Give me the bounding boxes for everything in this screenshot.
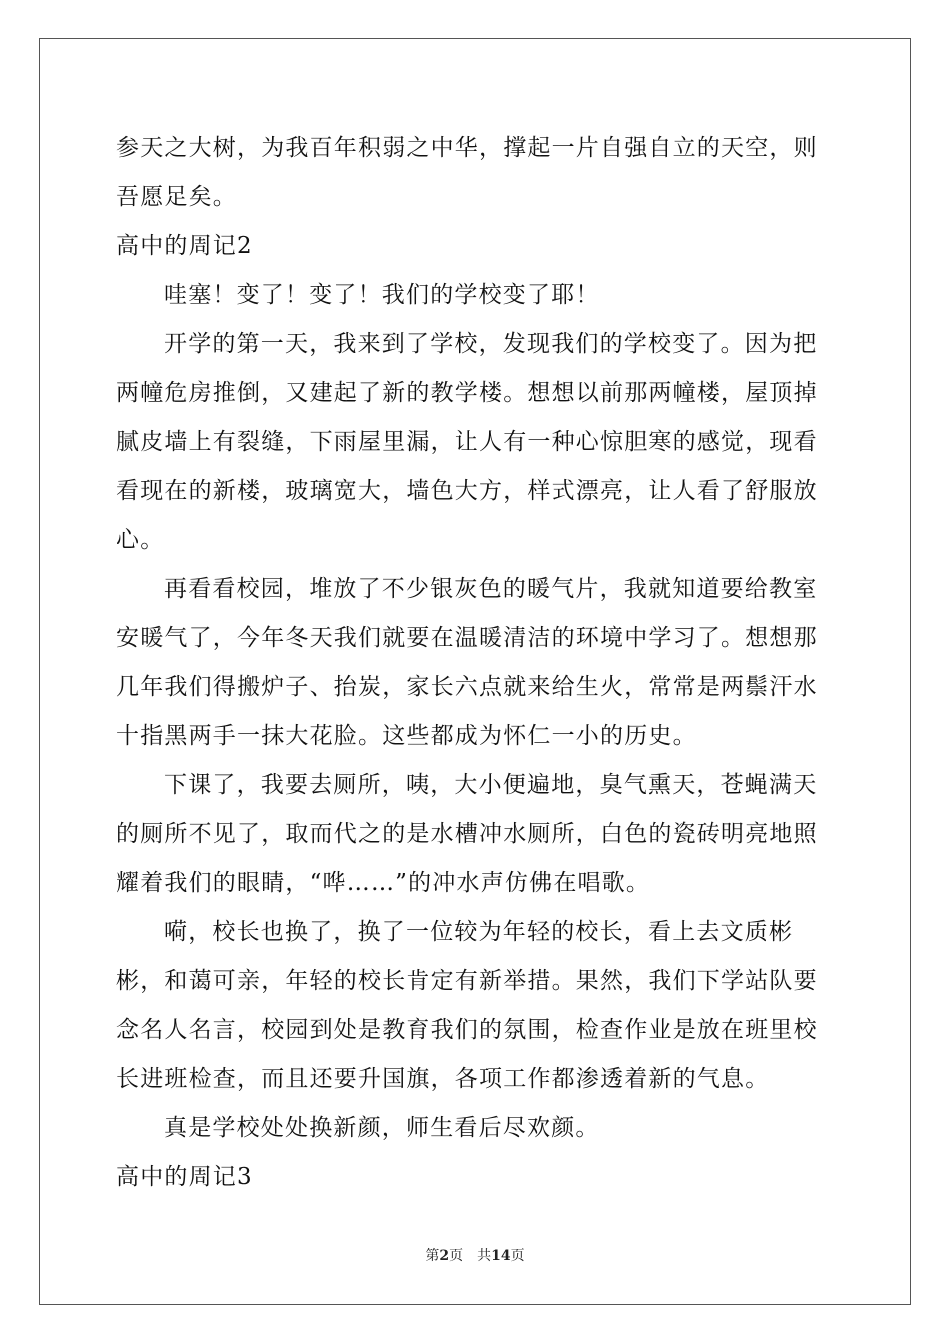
page-total-prefix: 共 — [477, 1248, 492, 1264]
section-heading-3: 高中的周记3 — [116, 1164, 253, 1190]
page-number-prefix: 第 — [425, 1248, 440, 1264]
document-body — [116, 124, 836, 1202]
page-footer — [0, 1245, 950, 1265]
paragraph: 下课了，我要去厕所，咦，大小便遍地，臭气熏天，苍蝇满天的厕所不见了，取而代之的是水槽冲水厕所，白色的瓷砖明亮地照耀着我们的眼睛，“哗……”的冲水声仿佛在唱歌。 — [116, 772, 818, 896]
paragraph: 哇塞！变了！变了！我们的学校变了耶！ — [164, 282, 600, 308]
page-number-current: 2 — [439, 1248, 450, 1264]
paragraph-continuation: 参天之大树，为我百年积弱之中华，撑起一片自强自立的天空，则吾愿足矣。 — [116, 135, 818, 210]
page-total-count: 14 — [491, 1248, 511, 1264]
paragraph: 嗬，校长也换了，换了一位较为年轻的校长，看上去文质彬彬，和蔼可亲，年轻的校长肯定有新举措。果然，我们下学站队要念名人名言，校园到处是教育我们的氛围，检查作业是放在班里校长进班检查，而且还要升国旗，各项工作都渗透着新的气息。 — [116, 919, 818, 1092]
paragraph: 开学的第一天，我来到了学校，发现我们的学校变了。因为把两幢危房推倒，又建起了新的教学楼。想想以前那两幢楼，屋顶掉腻皮墙上有裂缝，下雨屋里漏，让人有一种心惊胆寒的感觉，现看看现在的新楼，玻璃宽大，墙色大方，样式漂亮，让人看了舒服放心。 — [116, 331, 818, 553]
section-heading-2: 高中的周记2 — [116, 233, 253, 259]
page-total-suffix: 页 — [510, 1248, 525, 1264]
page-number-suffix: 页 — [449, 1248, 464, 1264]
paragraph: 真是学校处处换新颜，师生看后尽欢颜。 — [164, 1115, 600, 1141]
paragraph: 再看看校园，堆放了不少银灰色的暖气片，我就知道要给教室安暖气了，今年冬天我们就要在温暖清洁的环境中学习了。想想那几年我们得搬炉子、抬炭，家长六点就来给生火，常常是两鬃汗水十指黑两手一抹大花脸。这些都成为怀仁一小的历史。 — [116, 576, 818, 749]
